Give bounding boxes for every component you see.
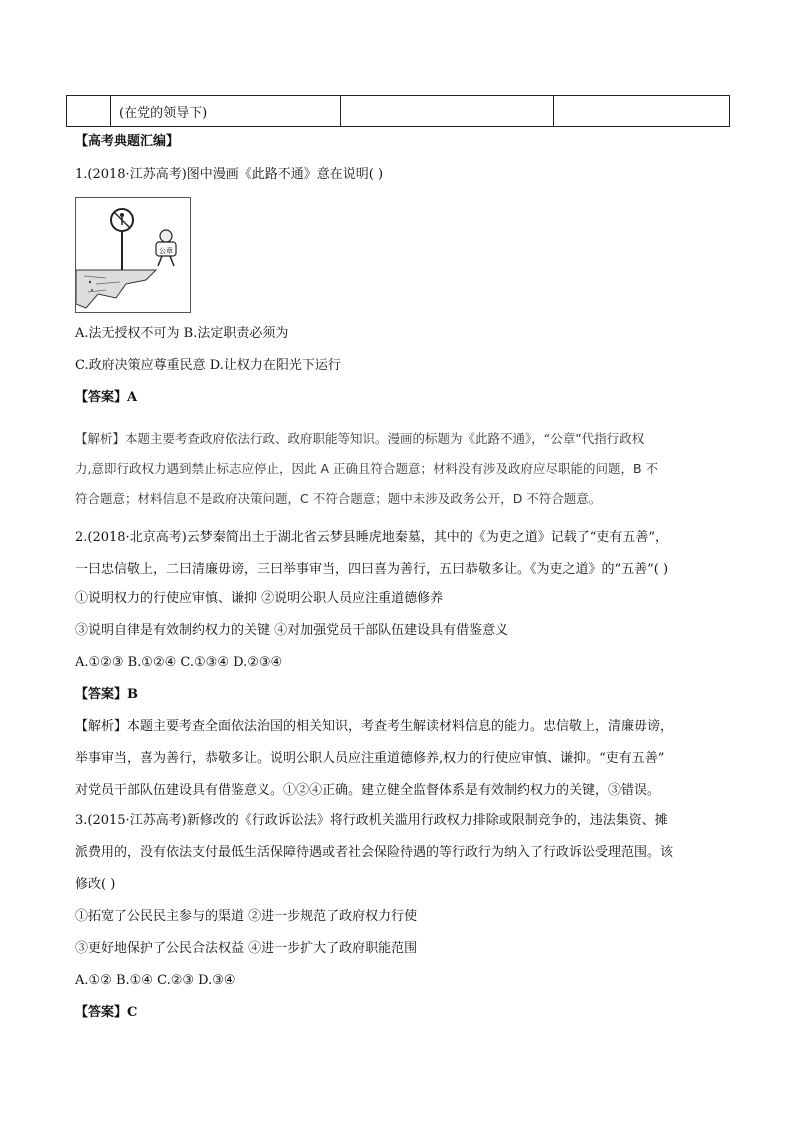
- cartoon-image: [75, 197, 191, 313]
- continuation-table-row: [66, 95, 730, 127]
- q1-options-line2: C.政府决策应尊重民意 D.让权力在阳光下运行: [75, 358, 341, 373]
- q3-choice-line1: ①拓宽了公民民主参与的渠道 ②进一步规范了政府权力行使: [75, 909, 418, 924]
- q1-options-line1: A.法无授权不可为 B.法定职责必须为: [75, 326, 289, 341]
- q1-stem: 1.(2018·江苏高考)图中漫画《此路不通》意在说明( ): [75, 167, 384, 182]
- q1-analysis-line3: 符合题意；材料信息不是政府决策问题，C 不符合题意；题中未涉及政务公开，D 不符合题意。: [75, 491, 602, 506]
- q2-analysis-line3: 对党员干部队伍建设具有借鉴意义。①②④正确。建立健全监督体系是有效制约权力的关键，③错误。: [75, 783, 661, 798]
- q3-stem-line3: 修改( ): [75, 877, 116, 892]
- q2-analysis-line2: 举事审当，喜为善行，恭敬多让。说明公职人员应注重道德修养,权力的行使应审慎、谦抑。“吏有五善”: [75, 751, 665, 766]
- table-cell-empty-3: [554, 96, 729, 126]
- table-cell-label: (在党的领导下): [119, 105, 208, 121]
- q2-analysis-line1: 【解析】本题主要考查全面依法治国的相关知识，考查考生解读材料信息的能力。忠信敬上，清廉毋谤，: [75, 719, 674, 734]
- q3-stem-line2: 派费用的，没有依法支付最低生活保障待遇或者社会保险待遇的等行政行为纳入了行政诉讼受理范围。该: [75, 845, 674, 860]
- q3-stem-line1: 3.(2015·江苏高考)新修改的《行政诉讼法》将行政机关滥用行政权力排除或限制竞争的，违法集资、摊: [75, 813, 668, 828]
- q2-choice-line1: ①说明权力的行使应审慎、谦抑 ②说明公职人员应注重道德修养: [75, 591, 444, 606]
- q1-analysis-line1: 【解析】本题主要考查政府依法行政、政府职能等知识。漫画的标题为《此路不通》，“公章”代指行政权: [75, 431, 645, 446]
- q1-analysis-line2: 力,意即行政权力遇到禁止标志应停止，因此 A 正确且符合题意；材料没有涉及政府应尽职能的问题，B 不: [75, 461, 659, 476]
- q2-stem-line2: 一曰忠信敬上，二曰清廉毋谤，三曰举事审当，四曰喜为善行，五曰恭敬多让。《为吏之道》的“五善”( ): [75, 562, 669, 577]
- q2-stem-line1: 2.(2018·北京高考)云梦秦简出土于湖北省云梦县睡虎地秦墓，其中的《为吏之道》记载了“吏有五善”，: [75, 530, 669, 545]
- q1-answer: 【答案】A: [75, 390, 138, 405]
- q3-answer: 【答案】C: [75, 1005, 138, 1020]
- table-cell-empty-1: [67, 96, 111, 126]
- q3-options: A.①② B.①④ C.②③ D.③④: [75, 973, 236, 988]
- stamp-label: 公章: [159, 247, 173, 255]
- q2-choice-line2: ③说明自律是有效制约权力的关键 ④对加强党员干部队伍建设具有借鉴意义: [75, 623, 509, 638]
- section-title: 【高考典题汇编】: [75, 134, 180, 149]
- q2-options: A.①②③ B.①②④ C.①③④ D.②③④: [75, 655, 283, 670]
- table-cell-empty-2: [341, 96, 554, 126]
- q3-choice-line2: ③更好地保护了公民合法权益 ④进一步扩大了政府职能范围: [75, 941, 418, 956]
- cartoon-drawing: [76, 198, 190, 312]
- table-cell-text: [111, 96, 341, 126]
- q2-answer: 【答案】B: [75, 687, 138, 702]
